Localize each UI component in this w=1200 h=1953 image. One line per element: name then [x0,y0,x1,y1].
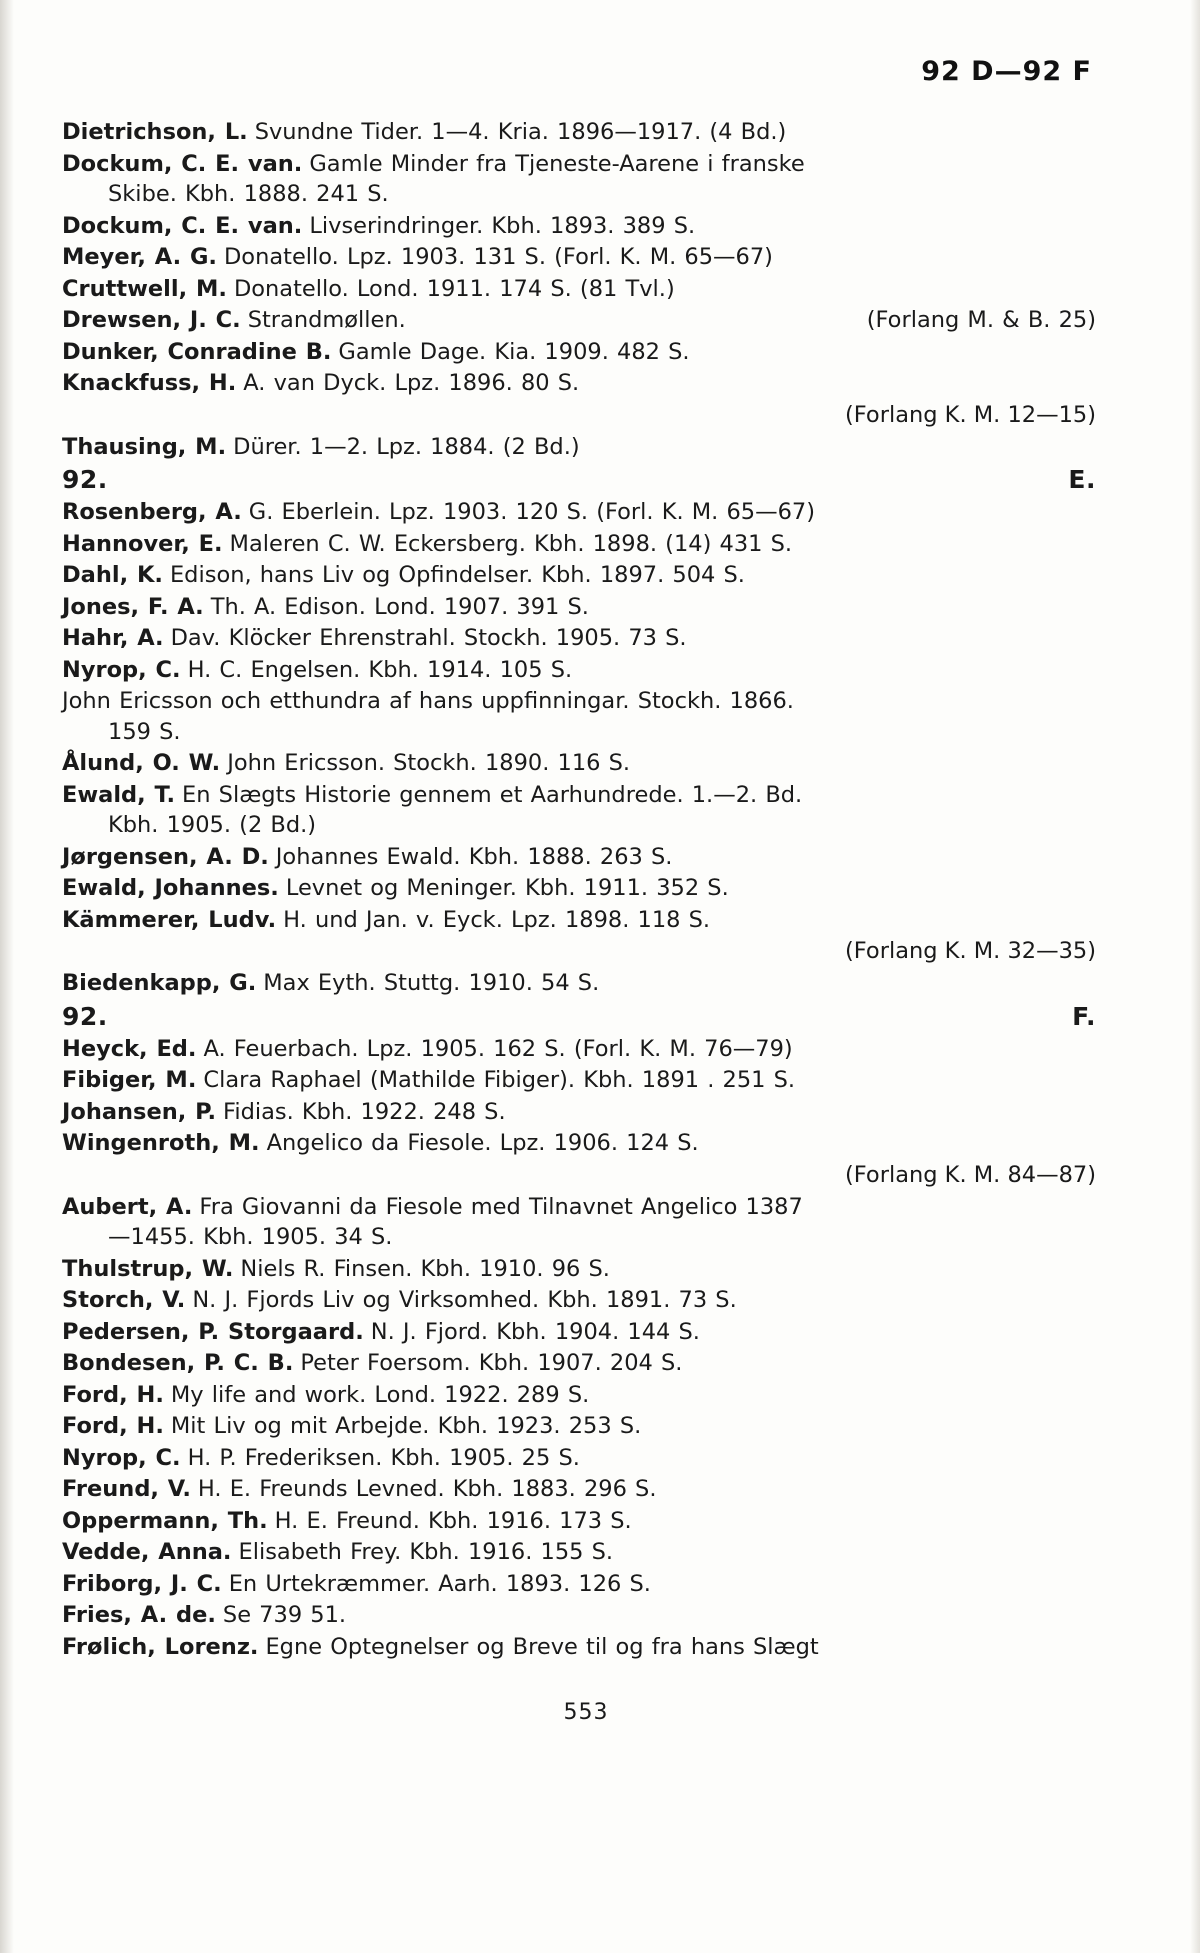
entry-title: My life and work. Lond. 1922. 289 S. [170,1381,590,1408]
entry-reference-note: (Forlang M. & B. 25) [866,307,1096,333]
catalogue-reference-note: (Forlang K. M. 12—15) [845,401,1096,428]
entry-author: Hahr, A. [62,625,164,651]
entry-author: Jørgensen, A. D. [62,843,269,870]
entry-author: Dockum, C. E. van. [62,150,303,177]
entry-title: Maleren C. W. Eckersberg. Kbh. 1898. (14) 431 S. [229,530,793,557]
entry-title: G. Eberlein. Lpz. 1903. 120 S. (Forl. K. M. 65—67) [248,499,816,525]
bibliography-entry [62,149,1110,210]
running-head: 92 D—92 F [921,56,1092,87]
entry-author: Friborg, J. C. [62,1570,222,1597]
bibliography-entry [62,432,1110,463]
entry-author: Pedersen, P. Storgaard. [62,1318,364,1345]
entry-title: H. und Jan. v. Eyck. Lpz. 1898. 118 S. [283,906,711,933]
entry-author: Kämmerer, Ludv. [62,906,277,933]
bibliography-entry [62,842,1110,873]
entry-title: En Urtekræmmer. Aarh. 1893. 126 S. [228,1570,651,1597]
entry-title: Clara Raphael (Mathilde Fibiger). Kbh. 1891 . 251 S. [203,1067,796,1093]
entry-title: Egne Optegnelser og Breve til og fra hans Slægt [265,1633,819,1660]
entry-title: Niels R. Finsen. Kbh. 1910. 96 S. [240,1255,610,1282]
entry-title: Fidias. Kbh. 1922. 248 S. [223,1098,506,1125]
entry-title: Max Eyth. Stuttg. 1910. 54 S. [263,970,600,996]
entry-author: Meyer, A. G. [62,244,217,270]
entry-author: Jones, F. A. [62,593,204,620]
entry-author: Nyrop, C. [62,656,181,683]
entry-author: Drewsen, J. C. [62,307,241,333]
bibliography-entry [62,1380,1110,1411]
entry-author: Thausing, M. [62,433,227,460]
bibliography-entry [62,337,1110,368]
entry-title: Dürer. 1—2. Lpz. 1884. (2 Bd.) [233,433,580,460]
bibliography-entry [62,1537,1110,1568]
section-number: 92. [62,1001,108,1031]
bibliography-entry [62,242,1110,273]
entry-title: Levnet og Meninger. Kbh. 1911. 352 S. [285,875,729,901]
entry-continuation: 159 S. [108,718,181,745]
entry-author: Dahl, K. [62,562,163,588]
entry-author: Thulstrup, W. [62,1255,234,1282]
entry-continuation: Skibe. Kbh. 1888. 241 S. [108,181,389,207]
bibliography-entry-list [62,117,1110,1662]
entry-title: Donatello. Lpz. 1903. 131 S. (Forl. K. M. 65—67) [223,244,773,270]
bibliography-entry [62,780,1110,841]
entry-author: Cruttwell, M. [62,275,227,302]
bibliography-entry [62,1348,1110,1379]
bibliography-entry [62,560,1110,591]
entry-author: Aubert, A. [62,1193,193,1220]
entry-continuation: Kbh. 1905. (2 Bd.) [108,812,317,838]
bibliography-entry [62,1632,1110,1663]
entry-title: H. C. Engelsen. Kbh. 1914. 105 S. [187,656,573,683]
entry-author: Ewald, T. [62,781,176,808]
bibliography-entry [62,655,1110,686]
entry-title: John Ericsson. Stockh. 1890. 116 S. [227,750,631,776]
bibliography-entry [62,1065,1110,1096]
entry-author: Biedenkapp, G. [62,970,257,996]
bibliography-entry [62,1443,1110,1474]
bibliography-entry [62,274,1110,305]
entry-title: Strandmøllen. [247,307,406,333]
bibliography-entry [62,1192,1110,1253]
entry-title: Gamle Minder fra Tjeneste-Aarene i franske [309,150,805,177]
entry-title: N. J. Fjords Liv og Virksomhed. Kbh. 1891. 73 S. [192,1287,737,1313]
entry-author: Vedde, Anna. [62,1539,232,1565]
entry-title: H. E. Freund. Kbh. 1916. 173 S. [274,1507,632,1534]
entry-title: Gamle Dage. Kia. 1909. 482 S. [338,338,690,365]
entry-author: Johansen, P. [62,1098,217,1125]
entry-author: Dockum, C. E. van. [62,212,303,239]
entry-title: Th. A. Edison. Lond. 1907. 391 S. [210,593,589,620]
entry-author: Storch, V. [62,1287,186,1313]
entry-title: Donatello. Lond. 1911. 174 S. (81 Tvl.) [233,275,675,302]
bibliography-entry [62,1506,1110,1537]
page-folio: 553 [563,1700,609,1725]
bibliography-entry [62,1097,1110,1128]
entry-author: Ford, H. [62,1381,164,1408]
bibliography-entry [62,117,1110,148]
entry-title: Fra Giovanni da Fiesole med Tilnavnet Angelico 1387 [199,1193,803,1220]
bibliography-entry [62,497,1110,528]
entry-title: Edison, hans Liv og Opfindelser. Kbh. 1897. 504 S. [169,562,745,588]
entry-title: N. J. Fjord. Kbh. 1904. 144 S. [370,1318,700,1345]
bibliography-entry [62,873,1110,904]
section-letter: E. [1068,465,1096,494]
entry-title: Mit Liv og mit Arbejde. Kbh. 1923. 253 S. [170,1413,642,1439]
bibliography-entry [62,368,1110,399]
section-letter: F. [1072,1001,1096,1031]
bibliography-entry [62,305,1110,336]
bibliography-entry [62,1034,1110,1065]
entry-author: Freund, V. [62,1476,191,1502]
bibliography-entry [62,968,1110,999]
bibliography-entry [62,1569,1110,1600]
bibliography-entry [62,1474,1110,1505]
bibliography-entry [62,1254,1110,1285]
entry-author: Heyck, Ed. [62,1035,197,1062]
entry-title: Peter Foersom. Kbh. 1907. 204 S. [300,1350,683,1376]
catalogue-reference-note: (Forlang K. M. 32—35) [845,938,1096,964]
entry-author: Fibiger, M. [62,1067,197,1093]
entry-author: Bondesen, P. C. B. [62,1350,294,1376]
bibliography-entry [62,211,1110,242]
entry-author: Fries, A. de. [62,1602,216,1628]
entry-author: Ålund, O. W. [62,750,221,776]
bibliography-entry [62,1285,1110,1316]
entry-title: Svundne Tider. 1—4. Kria. 1896—1917. (4 Bd.) [254,119,787,145]
entry-author: Dunker, Conradine B. [62,338,332,365]
bibliography-entry [62,748,1110,779]
entry-title: En Slægts Historie gennem et Aarhundrede. 1.—2. Bd. [182,781,803,808]
entry-title: A. Feuerbach. Lpz. 1905. 162 S. (Forl. K. M. 76—79) [203,1035,793,1062]
entry-title: H. P. Frederiksen. Kbh. 1905. 25 S. [187,1444,580,1471]
entry-author: Oppermann, Th. [62,1507,268,1534]
entry-author: Hannover, E. [62,530,223,557]
entry-title: John Ericsson och etthundra af hans uppfinningar. Stockh. 1866. [62,688,794,714]
entry-author: Nyrop, C. [62,1444,181,1471]
bibliography-entry [62,1317,1110,1348]
entry-title: Angelico da Fiesole. Lpz. 1906. 124 S. [266,1130,699,1156]
entry-title: Livserindringer. Kbh. 1893. 389 S. [309,212,696,239]
entry-continuation: —1455. Kbh. 1905. 34 S. [108,1224,393,1250]
bibliography-entry [62,686,1110,747]
entry-title: Johannes Ewald. Kbh. 1888. 263 S. [275,843,673,870]
entry-author: Rosenberg, A. [62,499,242,525]
entry-title: Dav. Klöcker Ehrenstrahl. Stockh. 1905. 73 S. [170,625,687,651]
entry-title: Elisabeth Frey. Kbh. 1916. 155 S. [238,1539,614,1565]
bibliography-entry [62,905,1110,936]
entry-author: Wingenroth, M. [62,1130,260,1156]
bibliography-entry [62,1600,1110,1631]
section-heading [62,1001,1110,1033]
section-number: 92. [62,465,108,494]
bibliography-entry [62,529,1110,560]
entry-author: Ewald, Johannes. [62,875,279,901]
entry-author: Ford, H. [62,1413,164,1439]
entry-author: Frølich, Lorenz. [62,1633,259,1660]
entry-title: Se 739 51. [222,1602,347,1628]
entry-title: A. van Dyck. Lpz. 1896. 80 S. [243,370,580,396]
entry-author: Knackfuss, H. [62,370,237,396]
entry-title: H. E. Freunds Levned. Kbh. 1883. 296 S. [197,1476,657,1502]
entry-author: Dietrichson, L. [62,119,248,145]
bibliography-entry [62,1128,1110,1159]
catalogue-reference-note: (Forlang K. M. 84—87) [845,1161,1096,1188]
section-heading [62,464,1110,496]
bibliography-entry [62,1411,1110,1442]
bibliography-entry [62,592,1110,623]
bibliography-entry [62,623,1110,654]
